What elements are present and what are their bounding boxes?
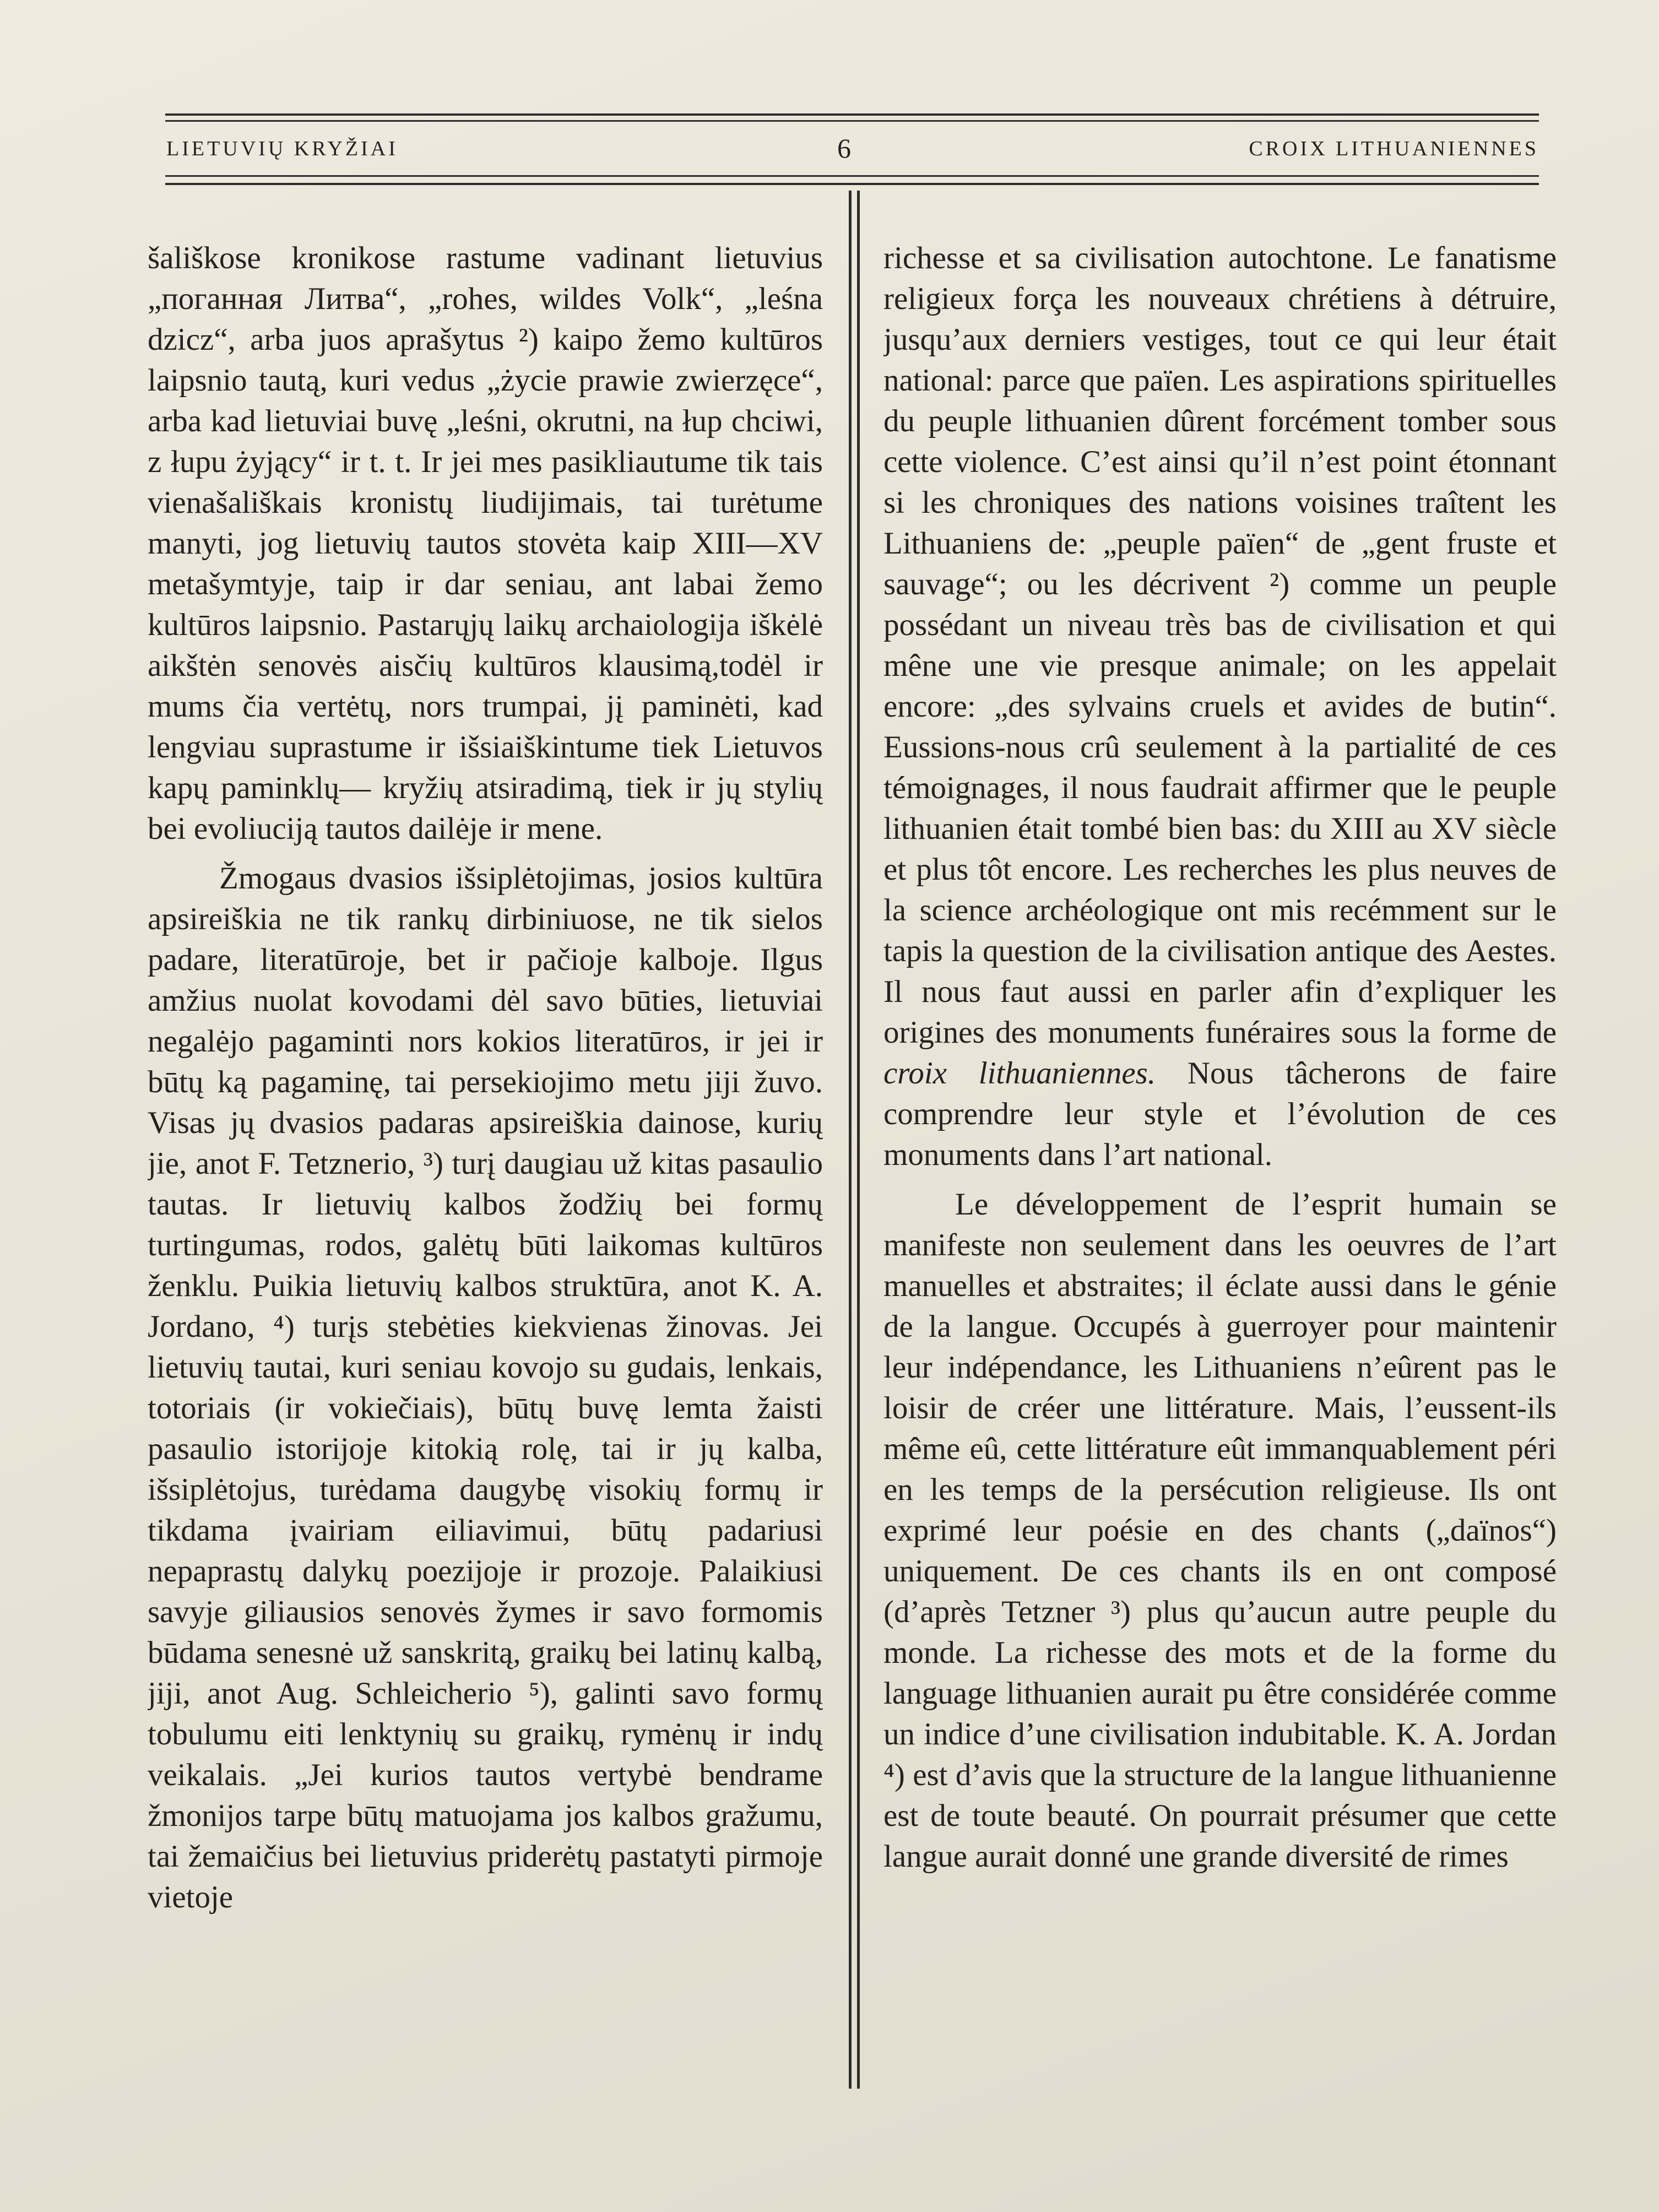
page-number: 6: [837, 133, 851, 164]
lithuanian-paragraph-1: šališkose kronikose rastume vadinant lietuvius „поганная Литва“, „rohes, wildes Volk“, „leśna dzicz“, arba juos aprašytus ²) kaipo žemo kultūros laipsnio tautą, kuri vedus „życie prawie zwierzęce“, arba kad lietuviai buvę „leśni, okrutni, na łup chciwi, z łupu żyjący“ ir t. t. Ir jei mes pasikliautume tik tais vienašališkais kronistų liudijimais, tai turėtume manyti, jog lietuvių tautos stovėta kaip XIII—XV metašymtyje, taip ir dar seniau, ant labai žemo kultūros laipsnio. Pastarųjų laikų archaiologija iškėlė aikštėn senovės aisčių kultūros klausimą,todėl ir mums čia vertėtų, nors trumpai, jį paminėti, kad lengviau suprastume ir išsiaiškintume tiek Lietuvos kapų paminklų— kryžių atsiradimą, tiek ir jų stylių bei evoliuciją tautos dailėje ir mene.: [148, 241, 823, 846]
header-top-rule-inner: [165, 120, 1539, 122]
column-divider-left: [849, 191, 852, 2089]
lithuanian-text-column: [148, 238, 823, 2100]
running-header-left: LIETUVIŲ KRYŽIAI: [166, 137, 398, 160]
column-divider-right: [857, 191, 860, 2089]
header-bottom-rule-inner: [165, 175, 1539, 177]
french-italic-term: croix lithuaniennes.: [883, 1056, 1156, 1091]
lithuanian-paragraph-2: Žmogaus dvasios išsiplėtojimas, josios kultūra apsireiškia ne tik rankų dirbiniuose, ne tik sielos padare, literatūroje, bet ir pačioje kalboje. Ilgus amžius nuolat kovodami dėl savo būties, lietuviai negalėjo pagaminti nors kokios literatūros, ir jei ir būtų ką pagaminę, tai persekiojimo metu jiji žuvo. Visas jų dvasios padaras apsireiškia dainose, kurių jie, anot F. Tetznerio, ³) turį daugiau už kitas pasaulio tautas. Ir lietuvių kalbos žodžių bei formų turtingumas, rodos, galėtų būti laikomas kultūros ženklu. Puikia lietuvių kalbos struktūra, anot K. A. Jordano, ⁴) turįs stebėties kiekvienas žinovas. Jei lietuvių tautai, kuri seniau kovojo su gudais, lenkais, totoriais (ir vokiečiais), būtų buvę lemta žaisti pasaulio istorijoje kitokią rolę, tai ir jų kalba, išsiplėtojus, turėdama daugybę visokių formų ir tikdama įvairiam eiliavimui, būtų padariusi nepaprastų dalykų poezijoje ir prozoje. Palaikiusi savyje giliausios senovės žymes ir savo formomis būdama senesnė už sanskritą, graikų bei latinų kalbą, jiji, anot Aug. Schleicherio ⁵), galinti savo formų tobulumu eiti lenktynių su graikų, rymėnų ir indų veikalais. „Jei kurios tautos vertybė bendrame žmonijos tarpe būtų matuojama jos kalbos gražumu, tai žemaičius bei lietuvius priderėtų pastatyti pirmoje vietoje: [148, 861, 823, 1915]
header-top-rule-outer: [165, 113, 1539, 116]
french-paragraph-1: [883, 238, 1557, 1175]
header-bottom-rule-outer: [165, 183, 1539, 185]
french-text-column: [883, 238, 1557, 2100]
french-paragraph-1-end: Nous tâcherons de faire comprendre leur style et l’évolution de ces monuments dans l’art national.: [883, 1056, 1557, 1172]
running-header-right: CROIX LITHUANIENNES: [1249, 137, 1539, 160]
french-paragraph-2: Le développement de l’esprit humain se manifeste non seulement dans les oeuvres de l’art manuelles et abstraites; il éclate aussi dans le génie de la langue. Occupés à guerroyer pour maintenir leur indépendance, les Lithuaniens n’eûrent pas le loisir de créer une littérature. Mais, l’eussent-ils même eû, cette littérature eût immanquablement péri en les temps de la persécution religieuse. Ils ont exprimé leur poésie en des chants („daïnos“) uniquement. De ces chants ils en ont composé (d’après Tetzner ³) plus qu’aucun autre peuple du monde. La richesse des mots et de la forme du language lithuanien aurait pu être considérée comme un indice d’une civilisation indubitable. K. A. Jordan ⁴) est d’avis que la structure de la langue lithuanienne est de toute beauté. On pourrait présumer que cette langue aurait donné une grande diversité de rimes: [883, 1187, 1557, 1874]
french-paragraph-1-text: richesse et sa civilisation autochtone. Le fanatisme religieux força les nouveaux chrétiens à détruire, jusqu’aux derniers vestiges, tout ce qui leur était national: parce que païen. Les aspirations spirituelles du peuple lithuanien dûrent forcément tomber sous cette violence. C’est ainsi qu’il n’est point étonnant si les chroniques des nations voisines traîtent les Lithuaniens de: „peuple païen“ de „gent fruste et sauvage“; ou les décrivent ²) comme un peuple possédant un niveau très bas de civilisation et qui mêne une vie presque animale; on les appelait encore: „des sylvains cruels et avides de butin“. Eussions-nous crû seulement à la partialité de ces témoignages, il nous faudrait affirmer que le peuple lithuanien était tombé bien bas: du XIII au XV siècle et plus tôt encore. Les recherches les plus neuves de la science archéologique ont mis recémment sur le tapis la question de la civilisation antique des Aestes. Il nous faut aussi en parler afin d’expliquer les origines des monuments funéraires sous la forme de: [883, 241, 1557, 1050]
